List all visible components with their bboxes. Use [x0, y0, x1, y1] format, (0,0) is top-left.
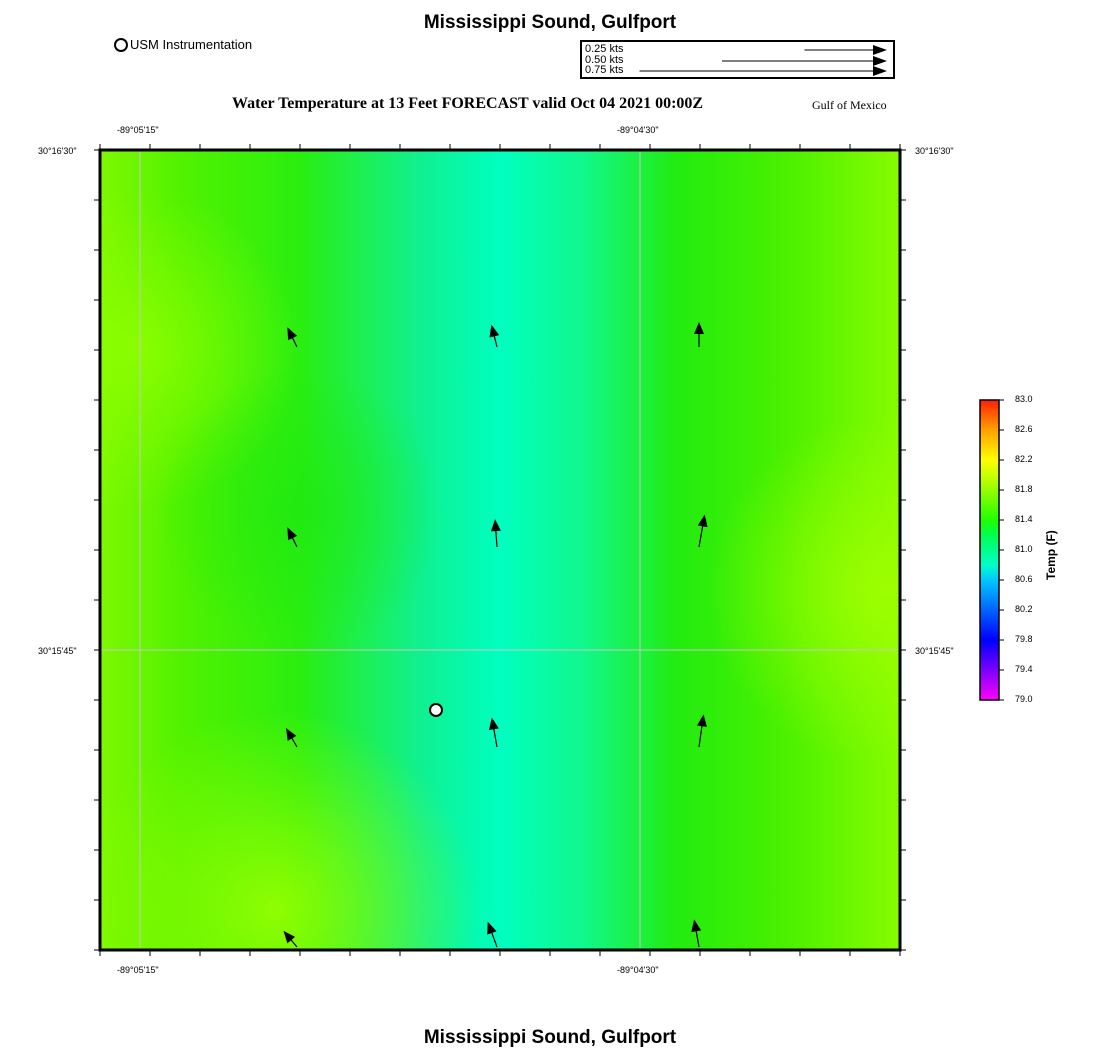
scale-arrow: [805, 45, 888, 55]
colorbar-tick-label: 79.8: [1015, 634, 1033, 644]
lat-label-left-1: 30°15'45": [38, 646, 77, 656]
temperature-colorbar: [975, 395, 1015, 707]
footer-title: Mississippi Sound, Gulfport: [423, 1027, 677, 1048]
lon-label-top-0: -89°05'15": [117, 125, 159, 135]
lon-label-top-1: -89°04'30": [617, 125, 659, 135]
colorbar-tick-label: 80.6: [1015, 574, 1033, 584]
lat-label-left-0: 30°16'30": [38, 146, 77, 156]
scale-label-2: 0.75 kts: [585, 64, 624, 76]
colorbar-axis-label: Temp (F): [1044, 530, 1058, 580]
colorbar-tick-label: 79.4: [1015, 664, 1033, 674]
scale-arrow: [640, 66, 888, 76]
scale-arrow: [722, 56, 887, 66]
scale-arrows: [582, 42, 893, 77]
page-title: Mississippi Sound, Gulfport: [423, 12, 677, 33]
region-label: Gulf of Mexico: [812, 98, 887, 112]
lat-label-right-0: 30°16'30": [915, 146, 954, 156]
colorbar-tick-label: 81.4: [1015, 514, 1033, 524]
colorbar-tick-label: 80.2: [1015, 604, 1033, 614]
current-speed-scale: [580, 40, 895, 79]
legend-marker-label: USM Instrumentation: [130, 37, 253, 52]
colorbar-tick-label: 81.8: [1015, 484, 1033, 494]
colorbar-tick-label: 82.6: [1015, 424, 1033, 434]
map-title: Water Temperature at 13 Feet FORECAST valid Oct 04 2021 00:00Z: [232, 95, 704, 112]
lat-label-right-1: 30°15'45": [915, 646, 954, 656]
colorbar-tick-label: 83.0: [1015, 394, 1033, 404]
colorbar-tick-label: 79.0: [1015, 694, 1033, 704]
station-marker-legend-icon: [114, 38, 128, 52]
lon-label-bottom-1: -89°04'30": [617, 965, 659, 975]
usm-station-marker: [430, 704, 442, 716]
colorbar-tick-label: 82.2: [1015, 454, 1033, 464]
temperature-map: [90, 140, 910, 960]
lon-label-bottom-0: -89°05'15": [117, 965, 159, 975]
scale-label-1: 0.50 kts: [585, 54, 624, 66]
colorbar-tick-label: 81.0: [1015, 544, 1033, 554]
scale-label-0: 0.25 kts: [585, 43, 624, 55]
